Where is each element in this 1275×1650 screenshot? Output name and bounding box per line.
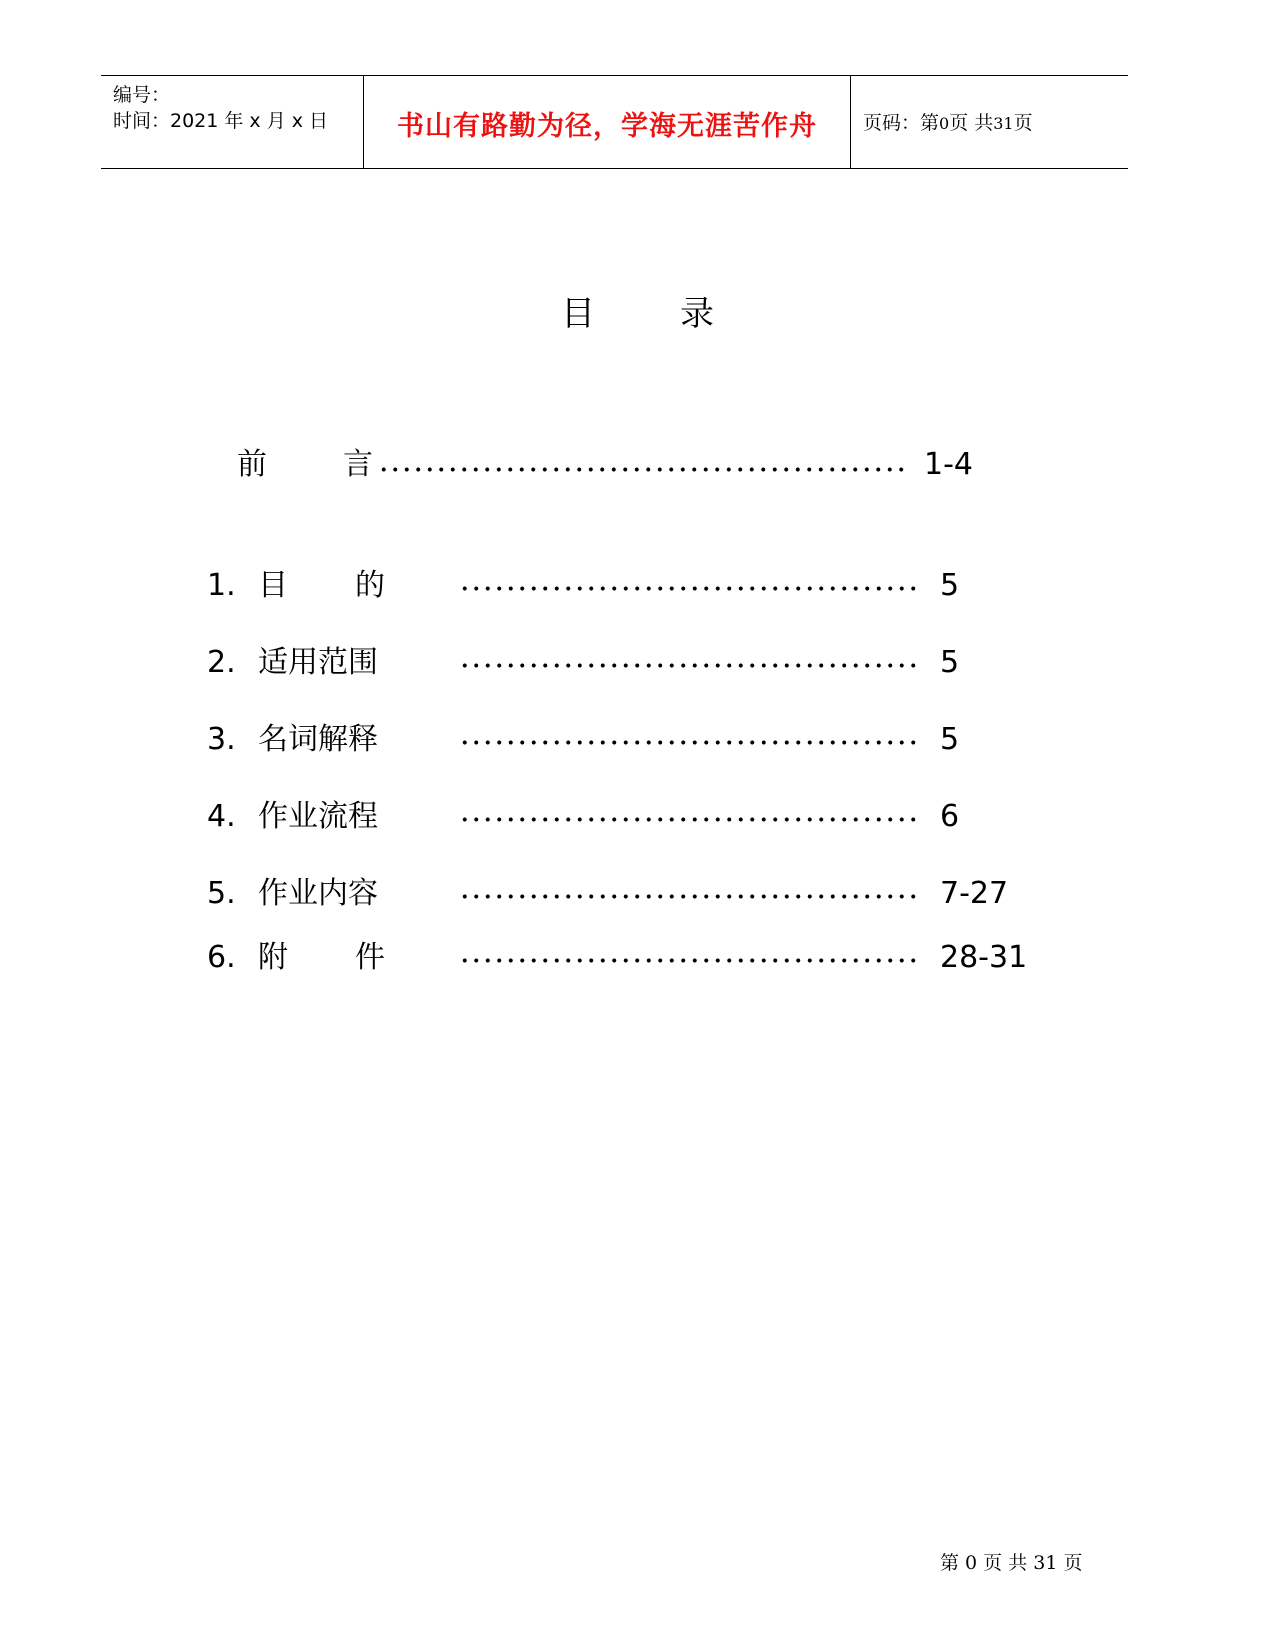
motto-text: 书山有路勤为径，学海无涯苦作舟 (397, 111, 817, 142)
toc-row-4 (0, 797, 1275, 837)
toc-title-char-2: 录 (680, 294, 714, 334)
toc-preface-page: 1-4 (924, 447, 973, 482)
serial-number-label: 编号： (113, 84, 171, 106)
toc-row-preface (0, 445, 1275, 485)
toc-item-label-b: 的 (355, 568, 385, 603)
toc-item-page: 28-31 (940, 940, 1028, 975)
toc-item-page: 5 (940, 645, 960, 680)
toc-row-3 (0, 720, 1275, 760)
toc-title-char-1: 目 (561, 294, 595, 334)
toc-dot-leader (459, 958, 921, 963)
toc-row-1 (0, 566, 1275, 606)
toc-item-label: 作业内容 (258, 876, 378, 911)
toc-item-number: 3. (207, 722, 236, 757)
toc-item-number: 2. (207, 645, 236, 680)
toc-item-page: 6 (940, 799, 960, 834)
header-motto-cell (364, 76, 851, 168)
toc-item-page: 5 (940, 722, 960, 757)
toc-row-5 (0, 874, 1275, 914)
toc-title (0, 286, 1275, 335)
header-page-cell (851, 76, 1128, 168)
toc-row-6 (0, 938, 1275, 978)
page-code-total: 31 (993, 114, 1014, 133)
page-code (863, 108, 1033, 135)
toc-item-number: 1. (207, 568, 236, 603)
toc-dot-leader (459, 817, 921, 822)
toc-dot-leader (459, 663, 921, 668)
toc-dot-leader (459, 740, 921, 745)
page-code-suffix: 页 (1013, 112, 1033, 134)
toc-item-page: 5 (940, 568, 960, 603)
toc-preface-label-b: 言 (343, 447, 373, 482)
toc-item-label: 作业流程 (258, 799, 378, 834)
toc-item-label-b: 件 (355, 940, 385, 975)
toc-row-2 (0, 643, 1275, 683)
toc-dot-leader (459, 586, 921, 591)
toc-item-number: 4. (207, 799, 236, 834)
toc-item-label-a: 目 (258, 568, 288, 603)
toc-item-number: 5. (207, 876, 236, 911)
toc-dot-leader (459, 894, 921, 899)
page-header (101, 75, 1128, 169)
toc-dot-leader (378, 467, 908, 472)
toc-preface-label-a: 前 (237, 447, 267, 482)
page-code-label: 页码：第 (863, 112, 940, 134)
page-code-current: 0 (939, 114, 950, 133)
header-info-cell (101, 76, 364, 168)
toc-item-label-a: 附 (258, 940, 288, 975)
toc-item-label: 适用范围 (258, 645, 378, 680)
page-footer: 第 0 页 共 31 页 (940, 1552, 1083, 1574)
toc-item-number: 6. (207, 940, 236, 975)
page-code-of: 页 共 (949, 112, 994, 134)
document-date: 时间：2021 年 x 月 x 日 (113, 110, 329, 132)
toc-item-page: 7-27 (940, 876, 1009, 911)
toc-item-label: 名词解释 (258, 722, 378, 757)
